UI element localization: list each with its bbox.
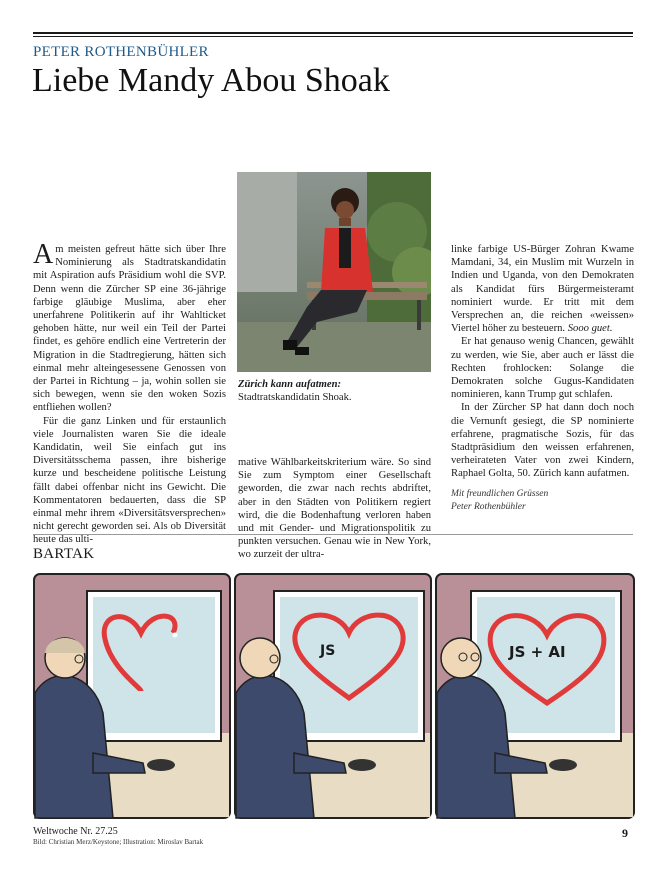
panel3-text: JS + AI <box>509 643 566 661</box>
paragraph: Für die ganz Linken und für erstaunlich viele Journalisten waren Sie die ideale Kandidatin, weil Sie einfach gut ins Diversitätsschema passen, ihre bisherige kurze und bescheidene politische Leistung fällt dabei offenbar nicht ins Gewicht. Die Kommentatoren bedauerten, dass die SP einmal mehr ihrem «Diversitätsversprechen» nicht gerecht geworden sei. Als ob Diversität heute das ulti- <box>33 415 226 546</box>
signature <box>451 488 548 514</box>
comic-panel-1 <box>34 574 230 818</box>
article-column-2 <box>238 456 431 562</box>
comic-label: BARTAK <box>33 546 95 562</box>
top-rule-thin <box>33 36 633 37</box>
sign-name: Peter Rothenbühler <box>451 502 526 512</box>
photo-credits: Bild: Christian Merz/Keystone; Illustration: Miroslav Bartak <box>33 838 204 846</box>
section-divider <box>33 534 633 535</box>
page-title: Liebe Mandy Abou Shoak <box>32 62 390 99</box>
comic-strip <box>33 573 635 819</box>
paragraph: In der Zürcher SP hat dann doch noch die Vernunft gesiegt, die SP nominierte erfahrene, pragmatische Sozis, für das Stadtpräsidium den weissen erfahrenen, verheirateten Vater von zwei Kindern, Raphael Golta, 50. Zürich kann aufatmen. <box>451 402 634 480</box>
caption-lead: Zürich kann aufatmen: <box>238 379 342 390</box>
comic-panel-2 <box>235 574 431 818</box>
paragraph-text: m meisten gefreut hätte sich über Ihre Nominierung als Stadtratskandidatin mit Aspiration aufs Präsidium wohl die SVP. Denn wenn die Zürcher SP eine 36-jährige farbige gläubige Muslima, aber eher unerfahrene Politikerin auf ihr Wahlticket gehoben hätte, nur weil ein Teil der Partei findet, es gehöre endlich eine Vertreterin der Migration in die Stadtregierung, hätten sich einmal mehr alteingesessene Genossen von der Partei in Richtung – ja, wohin sollen sie sich bewegen, wenn sie den woken Sozis entfliehen wollen? <box>33 244 226 414</box>
caption-text: Stadtratskandidatin Shoak. <box>238 392 352 403</box>
comic-panel-3 <box>436 574 634 818</box>
paragraph: mative Wählbarkeitskriterium wäre. So sind Sie zum Symptom einer Gesellschaft geworden, die zwar nach rechts abdriftet, aber in den Städten von Politikern regiert wird, die die Bodenhaftung verloren haben und mit Gender- und Migrationspolitik zu punkten versuchen. Genau wie in New York, wo zurzeit der ultra- <box>238 457 431 561</box>
paragraph: Er hat genauso wenig Chancen, gewählt zu werden, wie Sie, aber auch er lässt die Rechten frohlocken: Solange die Demokraten solche Gugus-Kandidaten nominieren, kann Trump gut schlafen. <box>451 336 634 401</box>
article-column-3 <box>451 243 634 481</box>
drop-cap: A <box>33 239 54 270</box>
paragraph <box>451 243 634 335</box>
article-photo <box>237 172 431 372</box>
photo-caption <box>238 378 432 404</box>
panel2-text: JS <box>320 643 336 659</box>
top-rule <box>33 32 633 34</box>
paragraph <box>33 239 226 415</box>
author-name: PETER ROTHENBÜHLER <box>33 44 209 60</box>
emphasis: Sooo guet. <box>567 323 613 335</box>
page-number: 9 <box>622 826 628 840</box>
article-column-1 <box>33 239 226 547</box>
paragraph-text: linke farbige US-Bürger Zohran Kwame Mamdani, 34, ein Muslim mit Wurzeln in Indien und Uganda, von den Demokraten als Kandidat fürs Bürgermeisteramt nominiert wurde. Er tritt mit dem Versprechen an, die reichen «weissen» Viertel höher zu besteuern. <box>451 244 634 335</box>
issue-label: Weltwoche Nr. 27.25 <box>33 826 118 837</box>
sign-greeting: Mit freundlichen Grüssen <box>451 489 549 499</box>
